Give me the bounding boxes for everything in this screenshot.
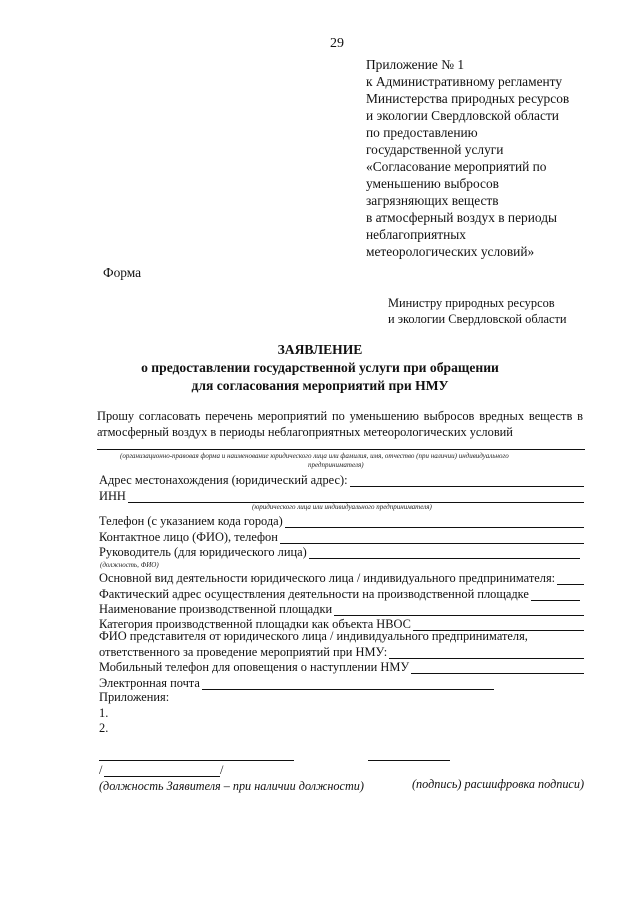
position-caption: (должность Заявителя – при наличии должности) [99, 779, 364, 793]
position-signature-line[interactable] [99, 760, 294, 761]
appendix-line: метеорологических условий» [366, 244, 535, 259]
head-field[interactable] [309, 548, 580, 559]
main-activity-field[interactable] [557, 574, 584, 585]
actual-address-field[interactable] [531, 590, 580, 601]
appendix-line: по предоставлению [366, 125, 478, 140]
appendix-line: Приложение № 1 [366, 57, 465, 72]
contact-row [99, 530, 584, 544]
appendix-line: и экологии Свердловской области [366, 108, 559, 123]
slash-open: / [99, 763, 103, 777]
legal-address-row [99, 473, 584, 487]
email-field[interactable] [202, 679, 494, 690]
phone-label: Телефон (с указанием кода города) [99, 514, 283, 528]
attachments-label: Приложения: [99, 690, 170, 704]
representative-label: ФИО представителя от юридического лица / индивидуального предпринимателя, [99, 629, 528, 643]
attachment-item-1: 1. [99, 706, 109, 720]
appendix-line: загрязняющих веществ [366, 193, 499, 208]
phone-field[interactable] [285, 517, 584, 528]
legal-address-label: Адрес местонахождения (юридический адрес): [99, 473, 348, 487]
mobile-label: Мобильный телефон для оповещения о наступлении НМУ [99, 660, 410, 674]
site-name-label: Наименование производственной площадки [99, 602, 333, 616]
head-hint: (должность, ФИО) [100, 561, 159, 569]
inn-field[interactable] [128, 492, 584, 503]
signature-line[interactable] [368, 760, 450, 761]
inn-hint: (юридического лица или индивидуального предпринимателя) [252, 503, 432, 511]
applicant-name-field[interactable] [97, 449, 585, 450]
inn-label: ИНН [99, 489, 126, 503]
position-name-field[interactable] [104, 776, 220, 777]
head-row [99, 545, 580, 559]
page-number: 29 [330, 36, 344, 51]
representative-row [99, 645, 584, 659]
appendix-line: уменьшению выбросов [366, 176, 499, 191]
site-category-label: Категория производственной площадки как объекта НВОС [99, 617, 411, 631]
form-label: Форма [103, 265, 142, 280]
mobile-row [99, 660, 584, 674]
appendix-line: в атмосферный воздух в периоды [366, 210, 558, 225]
email-label: Электронная почта [99, 676, 200, 690]
appendix-block [366, 56, 569, 260]
document-subtitle-line1: о предоставлении государственной услуги при обращении [141, 360, 499, 375]
document-title: ЗАЯВЛЕНИЕ [277, 342, 363, 357]
site-name-field[interactable] [334, 605, 584, 616]
representative-label-cont: ответственного за проведение мероприятий при НМУ: [99, 645, 388, 659]
legal-address-field[interactable] [350, 476, 584, 487]
attachment-item-2: 2. [99, 721, 109, 735]
main-activity-label: Основной вид деятельности юридического лица / индивидуального предпринимателя: [99, 571, 556, 585]
phone-row [99, 514, 584, 528]
site-name-row [99, 602, 584, 616]
head-label: Руководитель (для юридического лица) [99, 545, 307, 559]
slash-close: / [220, 763, 224, 777]
representative-field[interactable] [389, 648, 584, 659]
applicant-name-hint-cont: предпринимателя) [308, 461, 364, 469]
contact-field[interactable] [280, 533, 584, 544]
mobile-field[interactable] [411, 663, 584, 674]
applicant-name-hint: (организационно-правовая форма и наименование юридического лица или фамилия, имя, отчество (при наличии) индивидуального [120, 452, 509, 460]
inn-row [99, 489, 584, 503]
actual-address-label: Фактический адрес осуществления деятельности на производственной площадке [99, 587, 529, 601]
addressee-line: и экологии Свердловской области [388, 311, 567, 326]
email-row [99, 676, 494, 690]
intro-paragraph: Прошу согласовать перечень мероприятий по уменьшению выбросов вредных веществ в атмосферный воздух в периоды неблагоприятных метеорологических условий [97, 409, 583, 439]
appendix-line: к Административному регламенту [366, 74, 563, 89]
main-activity-row [99, 571, 584, 585]
appendix-line: государственной услуги [366, 142, 504, 157]
actual-address-row [99, 587, 580, 601]
document-subtitle-line2: для согласования мероприятий при НМУ [191, 378, 449, 393]
contact-label: Контактное лицо (ФИО), телефон [99, 530, 278, 544]
addressee-line: Министру природных ресурсов [388, 296, 555, 310]
signature-caption: (подпись) расшифровка подписи) [412, 777, 584, 791]
appendix-line: «Согласование мероприятий по [366, 159, 547, 174]
appendix-line: неблагоприятных [366, 227, 466, 242]
appendix-line: Министерства природных ресурсов [366, 91, 570, 106]
addressee-block [388, 296, 567, 327]
